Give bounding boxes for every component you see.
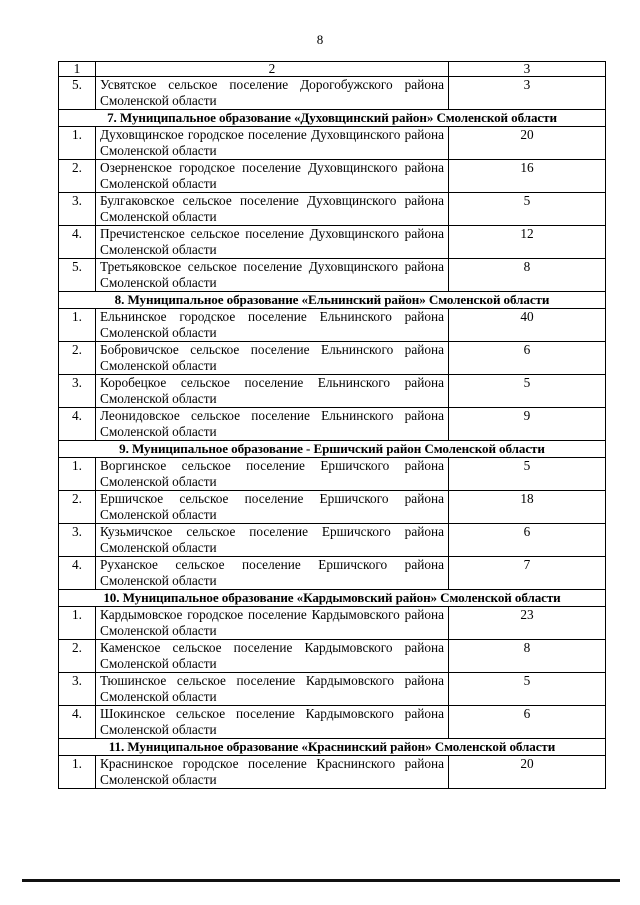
- header-col-1: 1: [59, 62, 96, 77]
- row-number: 1.: [59, 458, 96, 491]
- row-number: 1.: [59, 607, 96, 640]
- table-row: [59, 77, 606, 110]
- settlement-name: Духовщинское городское поселение Духовщинского района Смоленской области: [96, 127, 449, 160]
- table-row: [59, 524, 606, 557]
- section-title: 7. Муниципальное образование «Духовщинский район» Смоленской области: [59, 110, 606, 127]
- row-number: 3.: [59, 524, 96, 557]
- section-heading-row: [59, 292, 606, 309]
- row-number: 2.: [59, 160, 96, 193]
- table-row: [59, 193, 606, 226]
- settlement-name: Шокинское сельское поселение Кардымовского района Смоленской области: [96, 706, 449, 739]
- table-row: [59, 640, 606, 673]
- settlement-name: Третьяковское сельское поселение Духовщинского района Смоленской области: [96, 259, 449, 292]
- table-row: [59, 342, 606, 375]
- table-row: [59, 706, 606, 739]
- settlement-name: Кардымовское городское поселение Кардымовского района Смоленской области: [96, 607, 449, 640]
- table-row: [59, 408, 606, 441]
- row-number: 1.: [59, 127, 96, 160]
- page-number: 8: [316, 32, 324, 47]
- row-value: 18: [449, 491, 606, 524]
- row-value: 20: [449, 756, 606, 789]
- settlement-name: Усвятское сельское поселение Дорогобужского района Смоленской области: [96, 77, 449, 110]
- settlement-name: Руханское сельское поселение Ершичского района Смоленской области: [96, 557, 449, 590]
- section-title: 9. Муниципальное образование - Ершичский район Смоленской области: [59, 441, 606, 458]
- table-row: [59, 458, 606, 491]
- settlement-name: Бобровичское сельское поселение Ельнинского района Смоленской области: [96, 342, 449, 375]
- row-number: 3.: [59, 673, 96, 706]
- header-col-3: 3: [449, 62, 606, 77]
- section-heading-row: [59, 739, 606, 756]
- row-value: 6: [449, 706, 606, 739]
- settlement-name: Каменское сельское поселение Кардымовского района Смоленской области: [96, 640, 449, 673]
- settlement-name: Краснинское городское поселение Краснинского района Смоленской области: [96, 756, 449, 789]
- row-number: 4.: [59, 706, 96, 739]
- row-number: 5.: [59, 259, 96, 292]
- row-number: 4.: [59, 557, 96, 590]
- row-value: 5: [449, 193, 606, 226]
- table-row: [59, 756, 606, 789]
- row-value: 5: [449, 673, 606, 706]
- row-value: 3: [449, 77, 606, 110]
- row-number: 1.: [59, 309, 96, 342]
- row-value: 7: [449, 557, 606, 590]
- table-row: [59, 557, 606, 590]
- row-number: 1.: [59, 756, 96, 789]
- row-value: 23: [449, 607, 606, 640]
- settlement-name: Пречистенское сельское поселение Духовщинского района Смоленской области: [96, 226, 449, 259]
- table-row: [59, 259, 606, 292]
- row-number: 2.: [59, 491, 96, 524]
- row-value: 12: [449, 226, 606, 259]
- bottom-rule: [22, 879, 620, 882]
- settlement-name: Воргинское сельское поселение Ершичского района Смоленской области: [96, 458, 449, 491]
- row-value: 20: [449, 127, 606, 160]
- row-value: 9: [449, 408, 606, 441]
- row-number: 3.: [59, 193, 96, 226]
- section-title: 8. Муниципальное образование «Ельнинский район» Смоленской области: [59, 292, 606, 309]
- settlement-name: Леонидовское сельское поселение Ельнинского района Смоленской области: [96, 408, 449, 441]
- row-value: 5: [449, 458, 606, 491]
- row-number: 3.: [59, 375, 96, 408]
- table-row: [59, 226, 606, 259]
- settlements-table: [58, 61, 606, 789]
- settlement-name: Озерненское городское поселение Духовщинского района Смоленской области: [96, 160, 449, 193]
- settlement-name: Ершичское сельское поселение Ершичского района Смоленской области: [96, 491, 449, 524]
- table-row: [59, 673, 606, 706]
- table-row: [59, 375, 606, 408]
- row-value: 5: [449, 375, 606, 408]
- settlement-name: Кузьмичское сельское поселение Ершичского района Смоленской области: [96, 524, 449, 557]
- section-title: 11. Муниципальное образование «Краснинский район» Смоленской области: [59, 739, 606, 756]
- row-value: 6: [449, 524, 606, 557]
- section-title: 10. Муниципальное образование «Кардымовский район» Смоленской области: [59, 590, 606, 607]
- row-number: 4.: [59, 408, 96, 441]
- settlement-name: Коробецкое сельское поселение Ельнинского района Смоленской области: [96, 375, 449, 408]
- table-row: [59, 309, 606, 342]
- row-value: 6: [449, 342, 606, 375]
- table-row: [59, 491, 606, 524]
- settlement-name: Ельнинское городское поселение Ельнинского района Смоленской области: [96, 309, 449, 342]
- row-value: 8: [449, 259, 606, 292]
- row-value: 8: [449, 640, 606, 673]
- section-heading-row: [59, 590, 606, 607]
- settlement-name: Тюшинское сельское поселение Кардымовского района Смоленской области: [96, 673, 449, 706]
- section-heading-row: [59, 110, 606, 127]
- table-row: [59, 607, 606, 640]
- header-col-2: 2: [96, 62, 449, 77]
- row-number: 4.: [59, 226, 96, 259]
- row-number: 2.: [59, 640, 96, 673]
- row-number: 2.: [59, 342, 96, 375]
- row-value: 40: [449, 309, 606, 342]
- section-heading-row: [59, 441, 606, 458]
- row-number: 5.: [59, 77, 96, 110]
- row-value: 16: [449, 160, 606, 193]
- table-header-row: [59, 62, 606, 77]
- settlement-name: Булгаковское сельское поселение Духовщинского района Смоленской области: [96, 193, 449, 226]
- table-row: [59, 127, 606, 160]
- table-row: [59, 160, 606, 193]
